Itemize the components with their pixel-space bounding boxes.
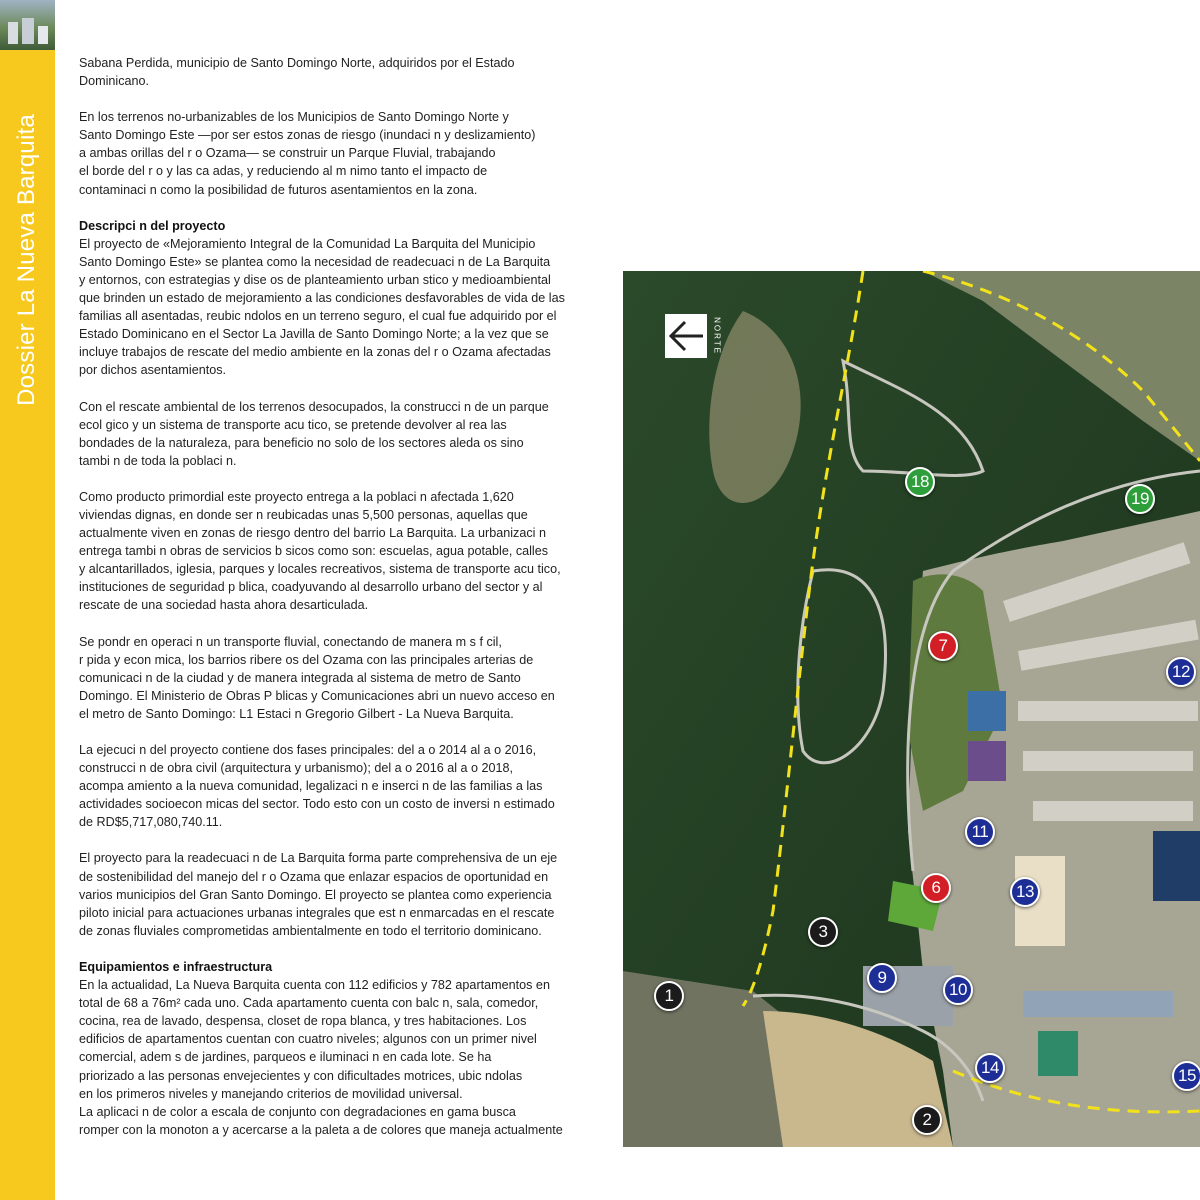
paragraph-transporte-fluvial: Se pondr en operaci n un transporte fluvial, conectando de manera m s f cil, r pida y econ mica, los barrios ribere os del Ozama con las principales arterias de comunicaci n de la ciudad y de manera integrada al sistema de metro de Santo Domingo. El Ministerio de Obras P blicas y Comunicaciones abri un nuevo acceso en el metro de Santo Domingo: L1 Estaci n Gregorio Gilbert - La Nueva Barquita.	[79, 634, 555, 721]
paragraph-mejoramiento: El proyecto de «Mejoramiento Integral de la Comunidad La Barquita del Municipio Santo Domingo Este» se plantea como la necesidad de readecuaci n de La Barquita y entornos, con estrategias y dise os de planteamiento urban stico y medioambiental que brinden un estado de mejoramiento a las condiciones desfavorables de vida de las familias all asentadas, reubic ndolos en un terreno seguro, el cual fue adquirido por el Estado Dominicano en el Sector La Javilla de Santo Domingo Norte; a la vez que se incluye trabajos de rescate del medio ambiente en la zonas del r o Ozama afectadas por dichos asentamientos.	[79, 236, 565, 378]
paragraph-parque-fluvial: En los terrenos no-urbanizables de los Municipios de Santo Domingo Norte y Santo Domingo Este —por ser estos zonas de riesgo (inundaci n y deslizamiento) a ambas orillas del r o Ozama— se construir un Parque Fluvial, trabajando el borde del r o y las ca adas, y reduciendo al m nimo tanto el impacto de contaminaci n como la posibilidad de futuros asentamientos en la zona.	[79, 110, 536, 197]
paragraph-ejecucion: La ejecuci n del proyecto contiene dos fases principales: del a o 2014 al a o 2016, construcci n de obra civil (arquitectura y urbanismo); del a o 2016 al a o 2018, acompa amiento a la nueva comunidad, legalizaci n e inserci n de las familias a las actividades socioecon micas del sector. Todo esto con un costo de inversi n estimado de RD$5,717,080,740.11.	[79, 743, 555, 830]
heading-equipamientos: Equipamientos e infraestructura	[79, 959, 273, 974]
map-marker-9[interactable]: 9	[867, 963, 897, 993]
map-marker-10[interactable]: 10	[943, 975, 973, 1005]
paragraph-intro: Sabana Perdida, municipio de Santo Domingo Norte, adquiridos por el Estado Dominicano.	[79, 56, 515, 89]
left-arrow-icon	[665, 314, 707, 358]
map-marker-18[interactable]: 18	[905, 467, 935, 497]
north-arrow-box	[665, 314, 707, 358]
map-marker-19[interactable]: 19	[1125, 484, 1155, 514]
map-marker-15[interactable]: 15	[1172, 1061, 1200, 1091]
heading-descripcion: Descripci n del proyecto	[79, 218, 226, 233]
map-marker-6[interactable]: 6	[921, 873, 951, 903]
site-map	[623, 271, 1200, 1147]
map-marker-14[interactable]: 14	[975, 1053, 1005, 1083]
map-marker-1[interactable]: 1	[654, 981, 684, 1011]
map-marker-13[interactable]: 13	[1010, 877, 1040, 907]
dossier-title: Dossier La Nueva Barquita	[13, 114, 40, 406]
map-marker-3[interactable]: 3	[808, 917, 838, 947]
paragraph-rescate-ambiental: Con el rescate ambiental de los terrenos desocupados, la construcci n de un parque ecol gico y un sistema de transporte acu tico, se pretende devolver al rea las bondades de la naturaleza, para beneficio no solo de los sectores aleda os sino tambi n de toda la poblaci n.	[79, 399, 549, 468]
map-marker-2[interactable]: 2	[912, 1105, 942, 1135]
north-label: NORTE	[712, 317, 722, 355]
paragraph-sostenibilidad: El proyecto para la readecuaci n de La Barquita forma parte comprehensiva de un eje de sostenibilidad del manejo del r o Ozama que enlazar espacios de oportunidad en varios municipios del Gran Santo Domingo. El proyecto se plantea como experiencia piloto inicial para actuaciones urbanas integrales que est n enmarcadas en el rescate de zonas fluviales comprometidas ambientalmente en todo el territorio dominicano.	[79, 851, 558, 938]
north-arrow	[665, 314, 723, 358]
map-marker-11[interactable]: 11	[965, 817, 995, 847]
map-marker-7[interactable]: 7	[928, 631, 958, 661]
paragraph-viviendas: Como producto primordial este proyecto entrega a la poblaci n afectada 1,620 viviendas dignas, en donde ser n reubicadas unas 5,500 personas, aquellas que actualmente viven en zonas de riesgo dentro del barrio La Barquita. La urbanizaci n entrega tambi n obras de servicios b sicos como son: escuelas, agua potable, calles y alcantarillados, iglesia, parques y locales recreativos, sistema de transporte acu tico, instituciones de seguridad p blica, coadyuvando al desarrollo urbano del sector y al rescate de una sociedad hasta ahora desarticulada.	[79, 489, 561, 613]
body-text-column	[79, 54, 594, 1139]
sidebar-band	[0, 0, 55, 1200]
map-marker-12[interactable]: 12	[1166, 657, 1196, 687]
cover-thumbnail	[0, 0, 55, 50]
paragraph-equipamientos: En la actualidad, La Nueva Barquita cuenta con 112 edificios y 782 apartamentos en total de 68 a 76m² cada uno. Cada apartamento cuenta con balc n, sala, comedor, cocina, rea de lavado, despensa, closet de ropa blanca, y tres habitaciones. Los edificios de apartamentos cuentan con cuatro niveles; algunos con un primer nivel comercial, adem s de jardines, parqueos e iluminaci n en cada lote. Se ha priorizado a las personas envejecientes y con dificultades motrices, ubic ndolas en los primeros niveles y manejando criterios de movilidad universal. La aplicaci n de color a escala de conjunto con degradaciones en gama busca romper con la monoton a y acercarse a la paleta a de colores que maneja actualmente	[79, 978, 563, 1137]
map-terrain	[623, 271, 1200, 1147]
